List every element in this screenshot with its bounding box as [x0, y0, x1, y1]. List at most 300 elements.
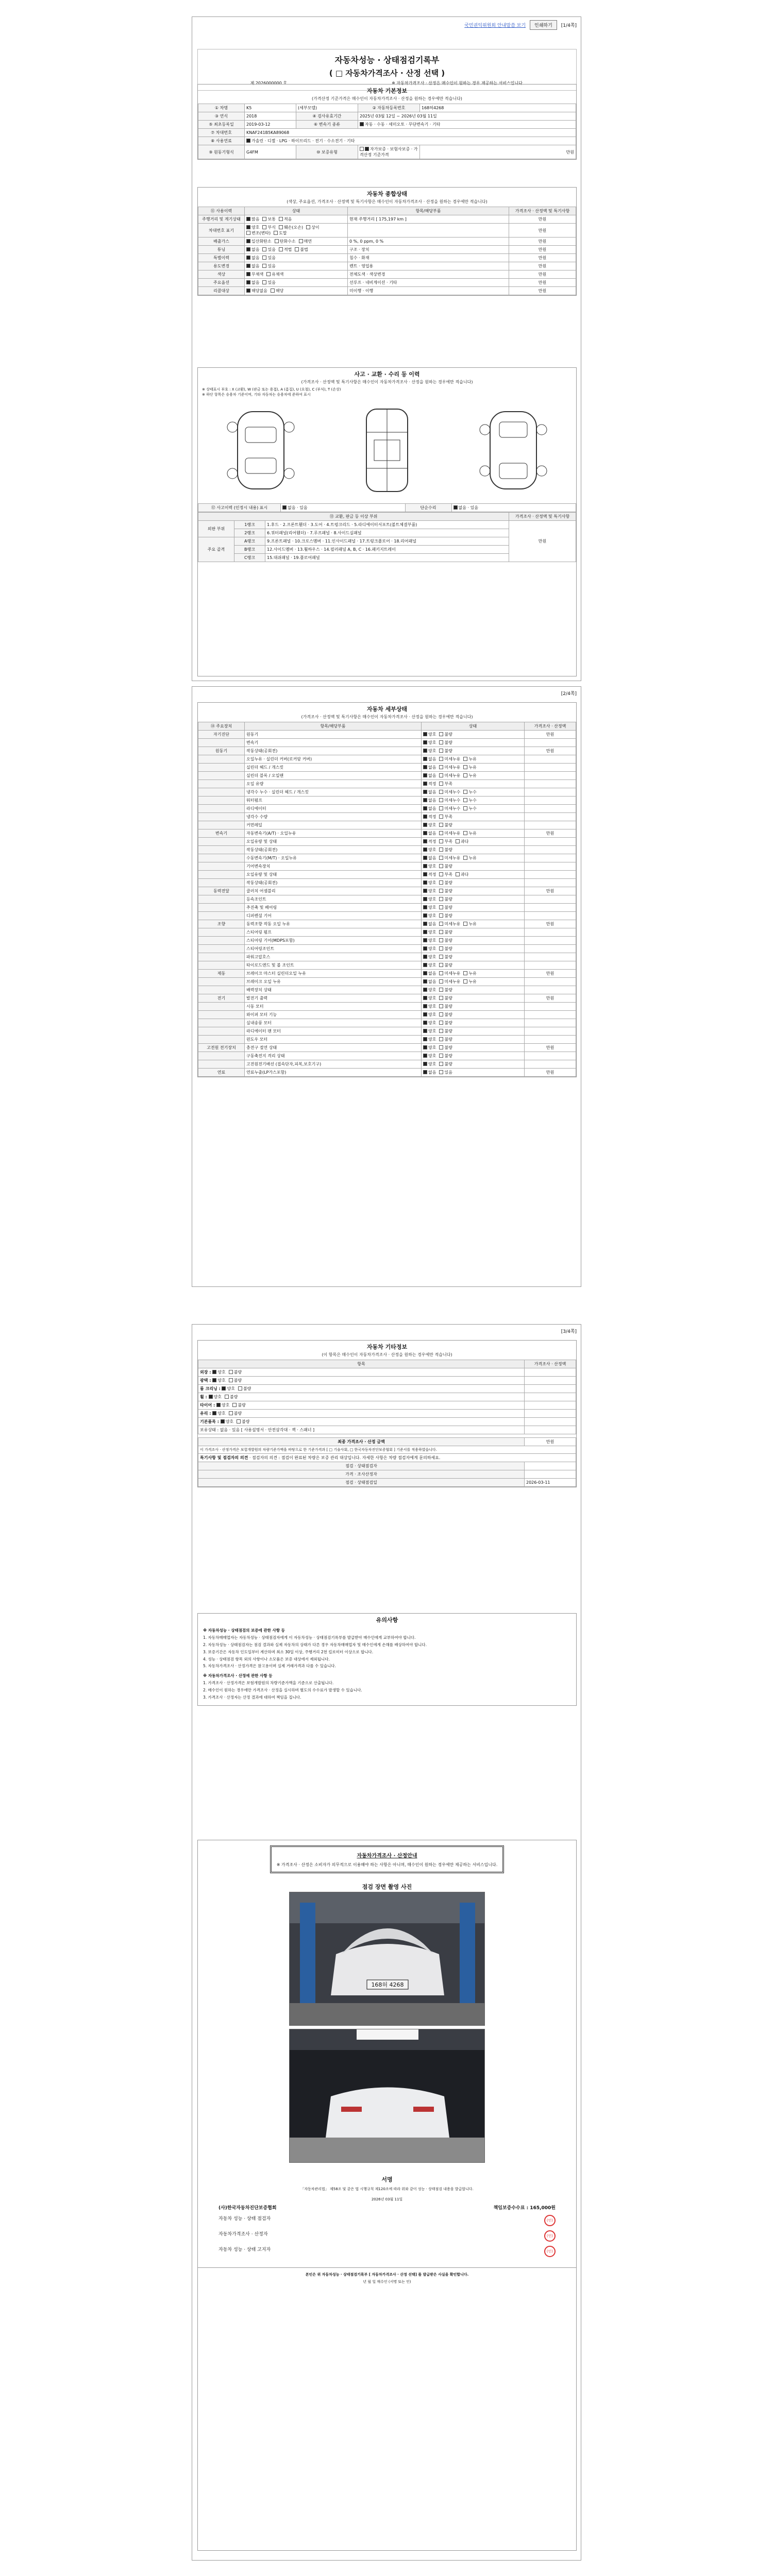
checkbox[interactable] [246, 272, 250, 276]
row-state [422, 821, 525, 829]
checkbox[interactable] [423, 831, 427, 835]
table-row [198, 1385, 576, 1393]
document-number: 제 2026000000 호 [250, 81, 288, 86]
checkbox[interactable] [423, 1029, 427, 1033]
checkbox[interactable] [246, 289, 250, 293]
row-group [198, 755, 245, 764]
checkbox[interactable] [246, 280, 250, 284]
checkbox[interactable] [439, 782, 443, 786]
row-price [525, 895, 576, 904]
state-option: 부족 [439, 782, 452, 786]
checkbox[interactable] [279, 217, 283, 221]
checkbox[interactable] [423, 1045, 427, 1049]
checkbox[interactable] [246, 247, 250, 251]
row-state [422, 1019, 525, 1027]
state-option: 해당없음 [246, 289, 267, 293]
checkbox[interactable] [439, 897, 443, 901]
checkbox[interactable] [246, 139, 250, 143]
checkbox[interactable] [463, 971, 467, 975]
car-rear-icon [475, 401, 552, 499]
checkbox[interactable] [360, 147, 364, 151]
row-state [422, 879, 525, 887]
checkbox[interactable] [271, 289, 275, 293]
notice-item: 3. 가격조사 · 산정자는 산정 결과에 대하여 책임을 집니다. [203, 1694, 301, 1700]
row-price: 만원 [509, 246, 576, 254]
state-option: 누수 [463, 798, 476, 803]
row-item: 0 %, 0 ppm, 0 % [348, 238, 509, 246]
checkbox[interactable] [423, 963, 427, 967]
price-guide-text: ※ 가격조사 · 산정은 소비자가 의무적으로 이용해야 하는 사항은 아니며, 매수인이 원하는 경우에만 제공하는 서비스입니다. [276, 1862, 498, 1867]
checkbox[interactable] [439, 1062, 443, 1066]
checkbox[interactable] [439, 732, 443, 736]
row-price [525, 871, 576, 879]
checkbox[interactable] [423, 1021, 427, 1025]
row-price: 만원 [525, 829, 576, 838]
checkbox[interactable] [212, 1370, 216, 1374]
row-state [422, 970, 525, 978]
checkbox[interactable] [423, 889, 427, 893]
state-option: 양호 [423, 1037, 436, 1042]
car-front-diagram [222, 401, 299, 499]
row-price [525, 978, 576, 986]
row-state [422, 854, 525, 862]
accident-history-section [197, 367, 577, 676]
state-option: 없음 [423, 773, 436, 778]
checkbox[interactable] [463, 922, 467, 926]
table-row [198, 254, 576, 262]
checkbox[interactable] [262, 280, 266, 284]
checkbox[interactable] [439, 889, 443, 893]
row-item: 자동변속기(A/T) · 오일누유 [245, 829, 422, 838]
state-option: 불량 [439, 1045, 452, 1050]
checkbox[interactable] [246, 256, 250, 260]
row-group [198, 904, 245, 912]
row-state [245, 215, 348, 224]
column-header: 상태 [245, 207, 348, 215]
state-option: 변조(변타) [246, 231, 271, 235]
checkbox[interactable] [423, 823, 427, 827]
checkbox[interactable] [274, 231, 278, 235]
checkbox[interactable] [423, 749, 427, 753]
simple-repair-label: 단순수리 [405, 504, 451, 512]
column-header: 상태 [422, 722, 525, 731]
state-option: 있음 [262, 247, 275, 252]
checkbox[interactable] [439, 823, 443, 827]
checkbox[interactable] [463, 790, 467, 794]
tools-price [525, 1426, 576, 1434]
signature-label: 자동차 성능 · 상태 점검자 [219, 2216, 271, 2222]
state-option: 불량 [439, 988, 452, 992]
row-state [422, 945, 525, 953]
checkbox[interactable] [439, 831, 443, 835]
checkbox[interactable] [439, 815, 443, 819]
basic-info-section [197, 84, 577, 160]
inspection-photo-front [289, 1892, 485, 2026]
state-option: 미세누유 [439, 979, 460, 984]
item-label: 룸 크리닝 : [200, 1386, 222, 1391]
checkbox[interactable] [423, 790, 427, 794]
notice-heading: ※ 자동차가격조사 · 산정에 관한 사항 등 [203, 1673, 273, 1679]
checkbox[interactable] [439, 856, 443, 860]
checkbox[interactable] [237, 1419, 241, 1423]
checkbox[interactable] [212, 1378, 216, 1382]
state-option: 미세누유 [439, 773, 460, 778]
final-price-label: 최종 가격조사 · 산정 금액 [198, 1438, 525, 1446]
row-price [525, 854, 576, 862]
price-guide-title: 자동차가격조사 · 산정안내 [357, 1853, 417, 1859]
checkbox[interactable] [423, 913, 427, 918]
row-item: 기어변속장치 [245, 862, 422, 871]
checkbox[interactable] [423, 732, 427, 736]
cell-label: ② 자동차등록번호 [358, 104, 420, 112]
table-row [198, 862, 576, 871]
checkbox[interactable] [423, 988, 427, 992]
checkbox[interactable] [463, 773, 467, 777]
checkbox[interactable] [423, 782, 427, 786]
state-option: 없음 [423, 1070, 436, 1075]
state-option: 보통 [262, 217, 275, 222]
row-group: 자기진단 [198, 731, 245, 739]
checkbox[interactable] [216, 1403, 221, 1407]
row-group [198, 805, 245, 813]
table-row [198, 961, 576, 970]
row-group [198, 821, 245, 829]
checkbox[interactable] [299, 239, 303, 243]
checkbox[interactable] [439, 1004, 443, 1008]
checkbox[interactable] [439, 790, 443, 794]
checkbox[interactable] [423, 773, 427, 777]
checkbox[interactable] [225, 1395, 229, 1399]
checkbox[interactable] [279, 225, 283, 229]
checkbox[interactable] [423, 905, 427, 909]
checkbox[interactable] [439, 988, 443, 992]
checkbox[interactable] [423, 946, 427, 951]
checkbox[interactable] [423, 1004, 427, 1008]
checkbox[interactable] [439, 913, 443, 918]
checkbox[interactable] [423, 979, 427, 984]
car-frame-diagram [348, 401, 426, 499]
state-option: 불량 [229, 1411, 242, 1416]
row-item: 파워고압호스 [245, 953, 422, 961]
row-state [422, 1060, 525, 1069]
table-row [198, 780, 576, 788]
checkbox[interactable] [246, 225, 250, 229]
price-guide-box [270, 1845, 504, 1873]
state-option: 탄화수소 [275, 239, 296, 244]
checkbox[interactable] [229, 1370, 233, 1374]
checkbox[interactable] [463, 757, 467, 761]
row-state [422, 920, 525, 928]
checkbox[interactable] [439, 880, 443, 885]
table-row [198, 895, 576, 904]
item-label: 외장 : [200, 1370, 213, 1375]
engine-type: G4FM [245, 145, 296, 159]
state-option: 불량 [439, 1037, 452, 1042]
table-row [198, 854, 576, 862]
checkbox[interactable] [262, 264, 266, 268]
car-model: K5 [245, 104, 296, 112]
state-option: 불량 [238, 1386, 251, 1391]
checkbox[interactable] [439, 749, 443, 753]
checkbox[interactable] [439, 872, 443, 876]
table-row [198, 994, 576, 1003]
state-option: 도말 [274, 231, 287, 235]
page-number: [3/4쪽] [561, 1329, 577, 1334]
row-state [422, 764, 525, 772]
checkbox[interactable] [423, 815, 427, 819]
state-option: 없음 [423, 831, 436, 836]
checkbox[interactable] [439, 839, 443, 843]
row-item: 시동 모터 [245, 1003, 422, 1011]
overall-state-section [197, 187, 577, 296]
state-option: 양호 [423, 1021, 436, 1025]
checkbox[interactable] [229, 1411, 233, 1415]
state-option: 누유 [463, 971, 476, 976]
checkbox[interactable] [212, 1411, 216, 1415]
print-button[interactable]: 인쇄하기 [530, 20, 557, 30]
row-group [198, 978, 245, 986]
state-option: 없음 [423, 798, 436, 803]
state-option: 불량 [439, 913, 452, 918]
final-price-note: 이 가격조사 · 산정가격은 보험개발원의 차량기준가액을 바탕으로 한 기준가격과 [ □ 기술사회, □ 한국자동차진단보증협회 ] 기준서를 적용하였습니다. [198, 1446, 576, 1454]
state-option: 불법 [295, 247, 308, 252]
table-row [198, 1027, 576, 1036]
checkbox[interactable] [423, 1062, 427, 1066]
checkbox[interactable] [275, 239, 279, 243]
row-state [245, 238, 348, 246]
checkbox[interactable] [439, 864, 443, 868]
checkbox[interactable] [222, 1386, 226, 1391]
checkbox[interactable] [463, 831, 467, 835]
checkbox[interactable] [439, 765, 443, 769]
sign-title: 서명 [381, 2176, 393, 2183]
checkbox[interactable] [439, 946, 443, 951]
checkbox[interactable] [423, 1054, 427, 1058]
checkbox[interactable] [262, 256, 266, 260]
checkbox[interactable] [423, 765, 427, 769]
checkbox[interactable] [439, 798, 443, 802]
checkbox[interactable] [423, 757, 427, 761]
special-notes: 특기사항 및 점검자의 의견 · 점검자의 의견 : 점검이 완료된 차량은 보증 관리 대상입니다. 자세한 사항은 차량 점검자에게 문의하세요. [198, 1454, 576, 1462]
checkbox[interactable] [238, 1386, 242, 1391]
checkbox[interactable] [423, 1070, 427, 1074]
checkbox[interactable] [456, 839, 460, 843]
checkbox[interactable] [246, 217, 250, 221]
checkbox[interactable] [463, 806, 467, 810]
checkbox[interactable] [463, 856, 467, 860]
checkbox[interactable] [423, 798, 427, 802]
rank-items: 6.쿼터패널(리어휀더) · 7.루프패널 · 8.사이드실패널 [265, 529, 509, 537]
row-state [245, 279, 348, 287]
checkbox[interactable] [456, 872, 460, 876]
checkbox[interactable] [439, 905, 443, 909]
table-row [198, 1044, 576, 1052]
checkbox[interactable] [439, 1037, 443, 1041]
checkbox[interactable] [423, 996, 427, 1000]
checkbox[interactable] [262, 247, 266, 251]
checkbox[interactable] [423, 864, 427, 868]
checkbox[interactable] [463, 798, 467, 802]
row-group [198, 953, 245, 961]
checkbox[interactable] [439, 1054, 443, 1058]
row-item: 라디에이터 [245, 805, 422, 813]
row-state [198, 1410, 525, 1418]
checkbox[interactable] [306, 225, 310, 229]
row-price [525, 846, 576, 854]
state-option: 누유 [463, 765, 476, 770]
row-price [525, 1036, 576, 1044]
row-price: 만원 [525, 994, 576, 1003]
row-item: 등속조인트 [245, 895, 422, 904]
checkbox[interactable] [439, 930, 443, 934]
checkbox[interactable] [439, 1021, 443, 1025]
checkbox[interactable] [360, 122, 364, 126]
row-item: 오일유량 및 상태 [245, 871, 422, 879]
checkbox[interactable] [439, 848, 443, 852]
checkbox[interactable] [423, 938, 427, 942]
checkbox[interactable] [439, 979, 443, 984]
checkbox[interactable] [463, 979, 467, 984]
checkbox[interactable] [423, 971, 427, 975]
checkbox[interactable] [423, 806, 427, 810]
checkbox[interactable] [262, 225, 266, 229]
state-option: 적정 [423, 782, 436, 786]
checkbox[interactable] [439, 996, 443, 1000]
row-item: 작동상태(공회전) [245, 846, 422, 854]
state-option: 양호 [423, 864, 436, 869]
row-state [422, 796, 525, 805]
row-state [422, 1036, 525, 1044]
checkbox[interactable] [423, 848, 427, 852]
column-header: 가격조사 · 산정액 [525, 722, 576, 731]
table-row [198, 755, 576, 764]
row-price [525, 739, 576, 747]
checkbox[interactable] [423, 740, 427, 744]
notice-link[interactable]: 국민권익위원회 안내말씀 보기 [464, 23, 526, 28]
checkbox[interactable] [282, 505, 287, 510]
accident-label: ⑫ 사고이력 (인정시 내용) 표시 [198, 504, 281, 512]
checkbox[interactable] [423, 839, 427, 843]
checkbox[interactable] [453, 505, 458, 510]
checkbox[interactable] [262, 217, 266, 221]
checkbox[interactable] [439, 740, 443, 744]
state-option: 누유 [463, 856, 476, 860]
checkbox[interactable] [439, 922, 443, 926]
state-option: 양호 [423, 1045, 436, 1050]
notice-item: 2. 매수인이 원하는 경우에만 가격조사 · 산정을 실시하며 별도의 수수료가 발생할 수 있습니다. [203, 1688, 362, 1692]
checkbox[interactable] [365, 147, 369, 151]
checkbox[interactable] [209, 1395, 213, 1399]
checkbox[interactable] [439, 757, 443, 761]
checkbox[interactable] [229, 1378, 233, 1382]
state-option: 불량 [439, 905, 452, 910]
header-note: ※ 자동차가격조사 · 산정은 매수인이 원하는 경우 제공하는 서비스입니다. [392, 81, 524, 86]
row-price: 만원 [525, 970, 576, 978]
state-option: 유채색 [266, 272, 283, 277]
column-header: 항목/해당부품 [245, 722, 422, 731]
checkbox[interactable] [439, 773, 443, 777]
checkbox[interactable] [423, 930, 427, 934]
state-option: 불량 [439, 889, 452, 893]
row-price [525, 764, 576, 772]
page-2 [192, 686, 581, 1287]
footer-confirm: 본인은 위 자동차성능 · 상태점검기록부 [ 자동차가격조사 · 산정 선택] 를 발급받은 사실을 확인합니다. [198, 2267, 576, 2277]
checkbox[interactable] [295, 247, 299, 251]
checkbox[interactable] [439, 1012, 443, 1016]
row-price [525, 928, 576, 937]
row-group [198, 871, 245, 879]
checkbox[interactable] [266, 272, 271, 276]
table-row [198, 1368, 576, 1377]
checkbox[interactable] [423, 1012, 427, 1016]
checkbox[interactable] [279, 247, 283, 251]
checkbox[interactable] [439, 938, 443, 942]
checkbox[interactable] [439, 1029, 443, 1033]
checkbox[interactable] [246, 264, 250, 268]
table-row [198, 953, 576, 961]
table-row [198, 224, 576, 238]
checkbox[interactable] [232, 1403, 237, 1407]
row-group [198, 838, 245, 846]
row-state [422, 1003, 525, 1011]
row-state [245, 246, 348, 254]
state-option: 불량 [439, 1062, 452, 1066]
row-state [422, 887, 525, 895]
detail-state-sub: (가격조사 · 산정액 및 특기사항은 매수인이 자동차가격조사 · 산정을 원하는 경우에만 적습니다) [301, 715, 473, 719]
checkbox[interactable] [439, 1070, 443, 1074]
state-option: 양호 [423, 823, 436, 827]
row-price: 만원 [525, 920, 576, 928]
state-option: 적정 [423, 815, 436, 819]
checkbox[interactable] [221, 1419, 225, 1423]
table-row [198, 945, 576, 953]
checkbox[interactable] [439, 806, 443, 810]
checkbox[interactable] [423, 872, 427, 876]
state-option: 없음 [246, 264, 259, 268]
footer-sign: 년 월 일 매수인 (서명 또는 인) [363, 2280, 411, 2284]
row-price [525, 1011, 576, 1019]
row-price [525, 961, 576, 970]
checkbox[interactable] [439, 955, 443, 959]
row-group [198, 813, 245, 821]
company-name: (사)한국자동차진단보증협회 [219, 2206, 277, 2211]
row-state [198, 1401, 525, 1410]
state-option: 양호 [423, 848, 436, 852]
checkbox[interactable] [463, 765, 467, 769]
row-price [525, 780, 576, 788]
checkbox[interactable] [423, 1037, 427, 1041]
row-item: 클러치 어셈블리 [245, 887, 422, 895]
row-item: 오일누유 · 실린더 커버(로커암 커버) [245, 755, 422, 764]
notice-title: 유의사항 [376, 1617, 398, 1623]
checkbox[interactable] [423, 880, 427, 885]
car-photo-front [290, 1892, 485, 2026]
row-item: 작동상태(공회전) [245, 747, 422, 755]
state-option: 양호 [423, 732, 436, 737]
checkbox[interactable] [246, 239, 250, 243]
checkbox[interactable] [423, 922, 427, 926]
notice-item: 4. 성능 · 상태점검 항목 외의 사항이나 소모품은 보증 대상에서 제외됩니다. [203, 1656, 330, 1662]
checkbox[interactable] [439, 1045, 443, 1049]
row-group: 고전원 전기장치 [198, 1044, 245, 1052]
checkbox[interactable] [439, 971, 443, 975]
checkbox[interactable] [423, 856, 427, 860]
row-item: 스티어링조인트 [245, 945, 422, 953]
checkbox[interactable] [423, 955, 427, 959]
checkbox[interactable] [423, 897, 427, 901]
checkbox[interactable] [439, 963, 443, 967]
checkbox[interactable] [246, 231, 250, 235]
